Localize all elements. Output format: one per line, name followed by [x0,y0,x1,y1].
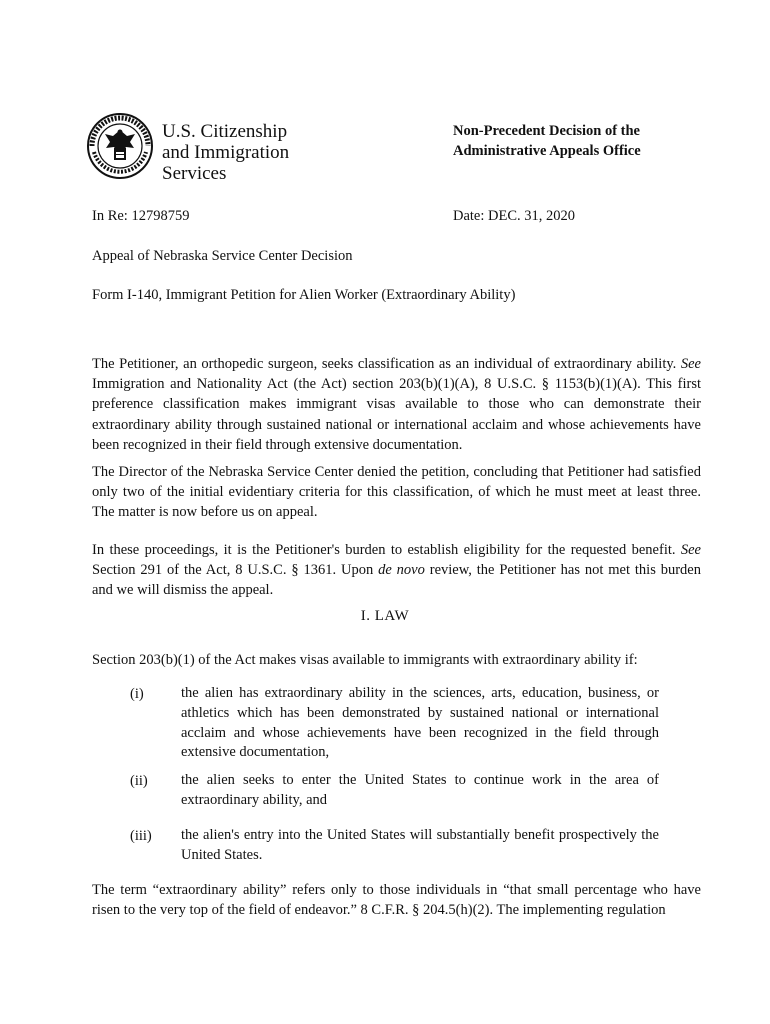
list-item-number: (iii) [130,828,152,844]
list-item-text: the alien's entry into the United States will substantially benefit prospectively the United States. [181,827,659,863]
section-heading: I. LAW [360,608,410,624]
paragraph-3 [92,540,701,601]
p3-text-c: review, the Petitioner has not met this burden and we will dismiss the appeal. [92,562,701,599]
agency-line-1: U.S. Citizenship [162,121,288,142]
dhs-seal-icon [86,112,154,180]
p3-text-b: Section 291 of the Act, 8 U.S.C. § 1361. Upon [92,562,379,579]
in-re-line: In Re: 12798759 [92,208,190,224]
p1-see: See [680,356,701,372]
list-item-text: the alien seeks to enter the United States to continue work in the area of extraordinary ability, and [181,772,659,808]
agency-name [162,121,289,184]
paragraph-4: The term “extraordinary ability” refers only to those individuals in “that small percentage who have risen to the very top of the field of endeavor.” 8 C.F.R. § 204.5(h)(2). The implementing regulation [92,882,701,919]
date-line: Date: DEC. 31, 2020 [453,208,576,224]
p1-text-a: The Petitioner, an orthopedic surgeon, seeks classification as an individual of extraordinary ability. [92,356,681,372]
paragraph-1 [92,354,701,455]
list-item-number: (ii) [130,773,148,789]
p3-text-a: In these proceedings, it is the Petitioner's burden to establish eligibility for the requested benefit. [92,542,681,558]
p3-de-novo: de novo [378,562,425,579]
agency-line-3: Services [162,163,227,184]
statute-intro: Section 203(b)(1) of the Act makes visas available to immigrants with extraordinary ability if: [92,652,638,668]
decision-title [453,121,641,161]
appeal-line: Appeal of Nebraska Service Center Decision [92,248,353,264]
list-item-number: (i) [130,686,144,702]
form-line: Form I-140, Immigrant Petition for Alien Worker (Extraordinary Ability) [92,287,516,303]
paragraph-2: The Director of the Nebraska Service Center denied the petition, concluding that Petitioner had satisfied only two of the initial evidentiary criteria for this classification, of which he must meet at least three. The matter is now before us on appeal. [92,464,701,521]
agency-line-2: and Immigration [162,142,290,163]
decision-title-line-1: Non-Precedent Decision of the [453,123,640,139]
decision-title-line-2: Administrative Appeals Office [453,143,641,159]
list-item-text: the alien has extraordinary ability in the sciences, arts, education, business, or athletics which has been demonstrated by sustained national or international acclaim and whose achievements have been recognized in the field through extensive documentation, [181,685,659,761]
p3-see: See [680,542,701,558]
p1-text-b: Immigration and Nationality Act (the Act) section 203(b)(1)(A), 8 U.S.C. § 1153(b)(1)(A). This first preference classification makes immigrant visas available to those who can demonstrate their extraordinary ability through sustained national or international acclaim and whose achievements have been recognized in their field through extensive documentation. [92,376,701,453]
